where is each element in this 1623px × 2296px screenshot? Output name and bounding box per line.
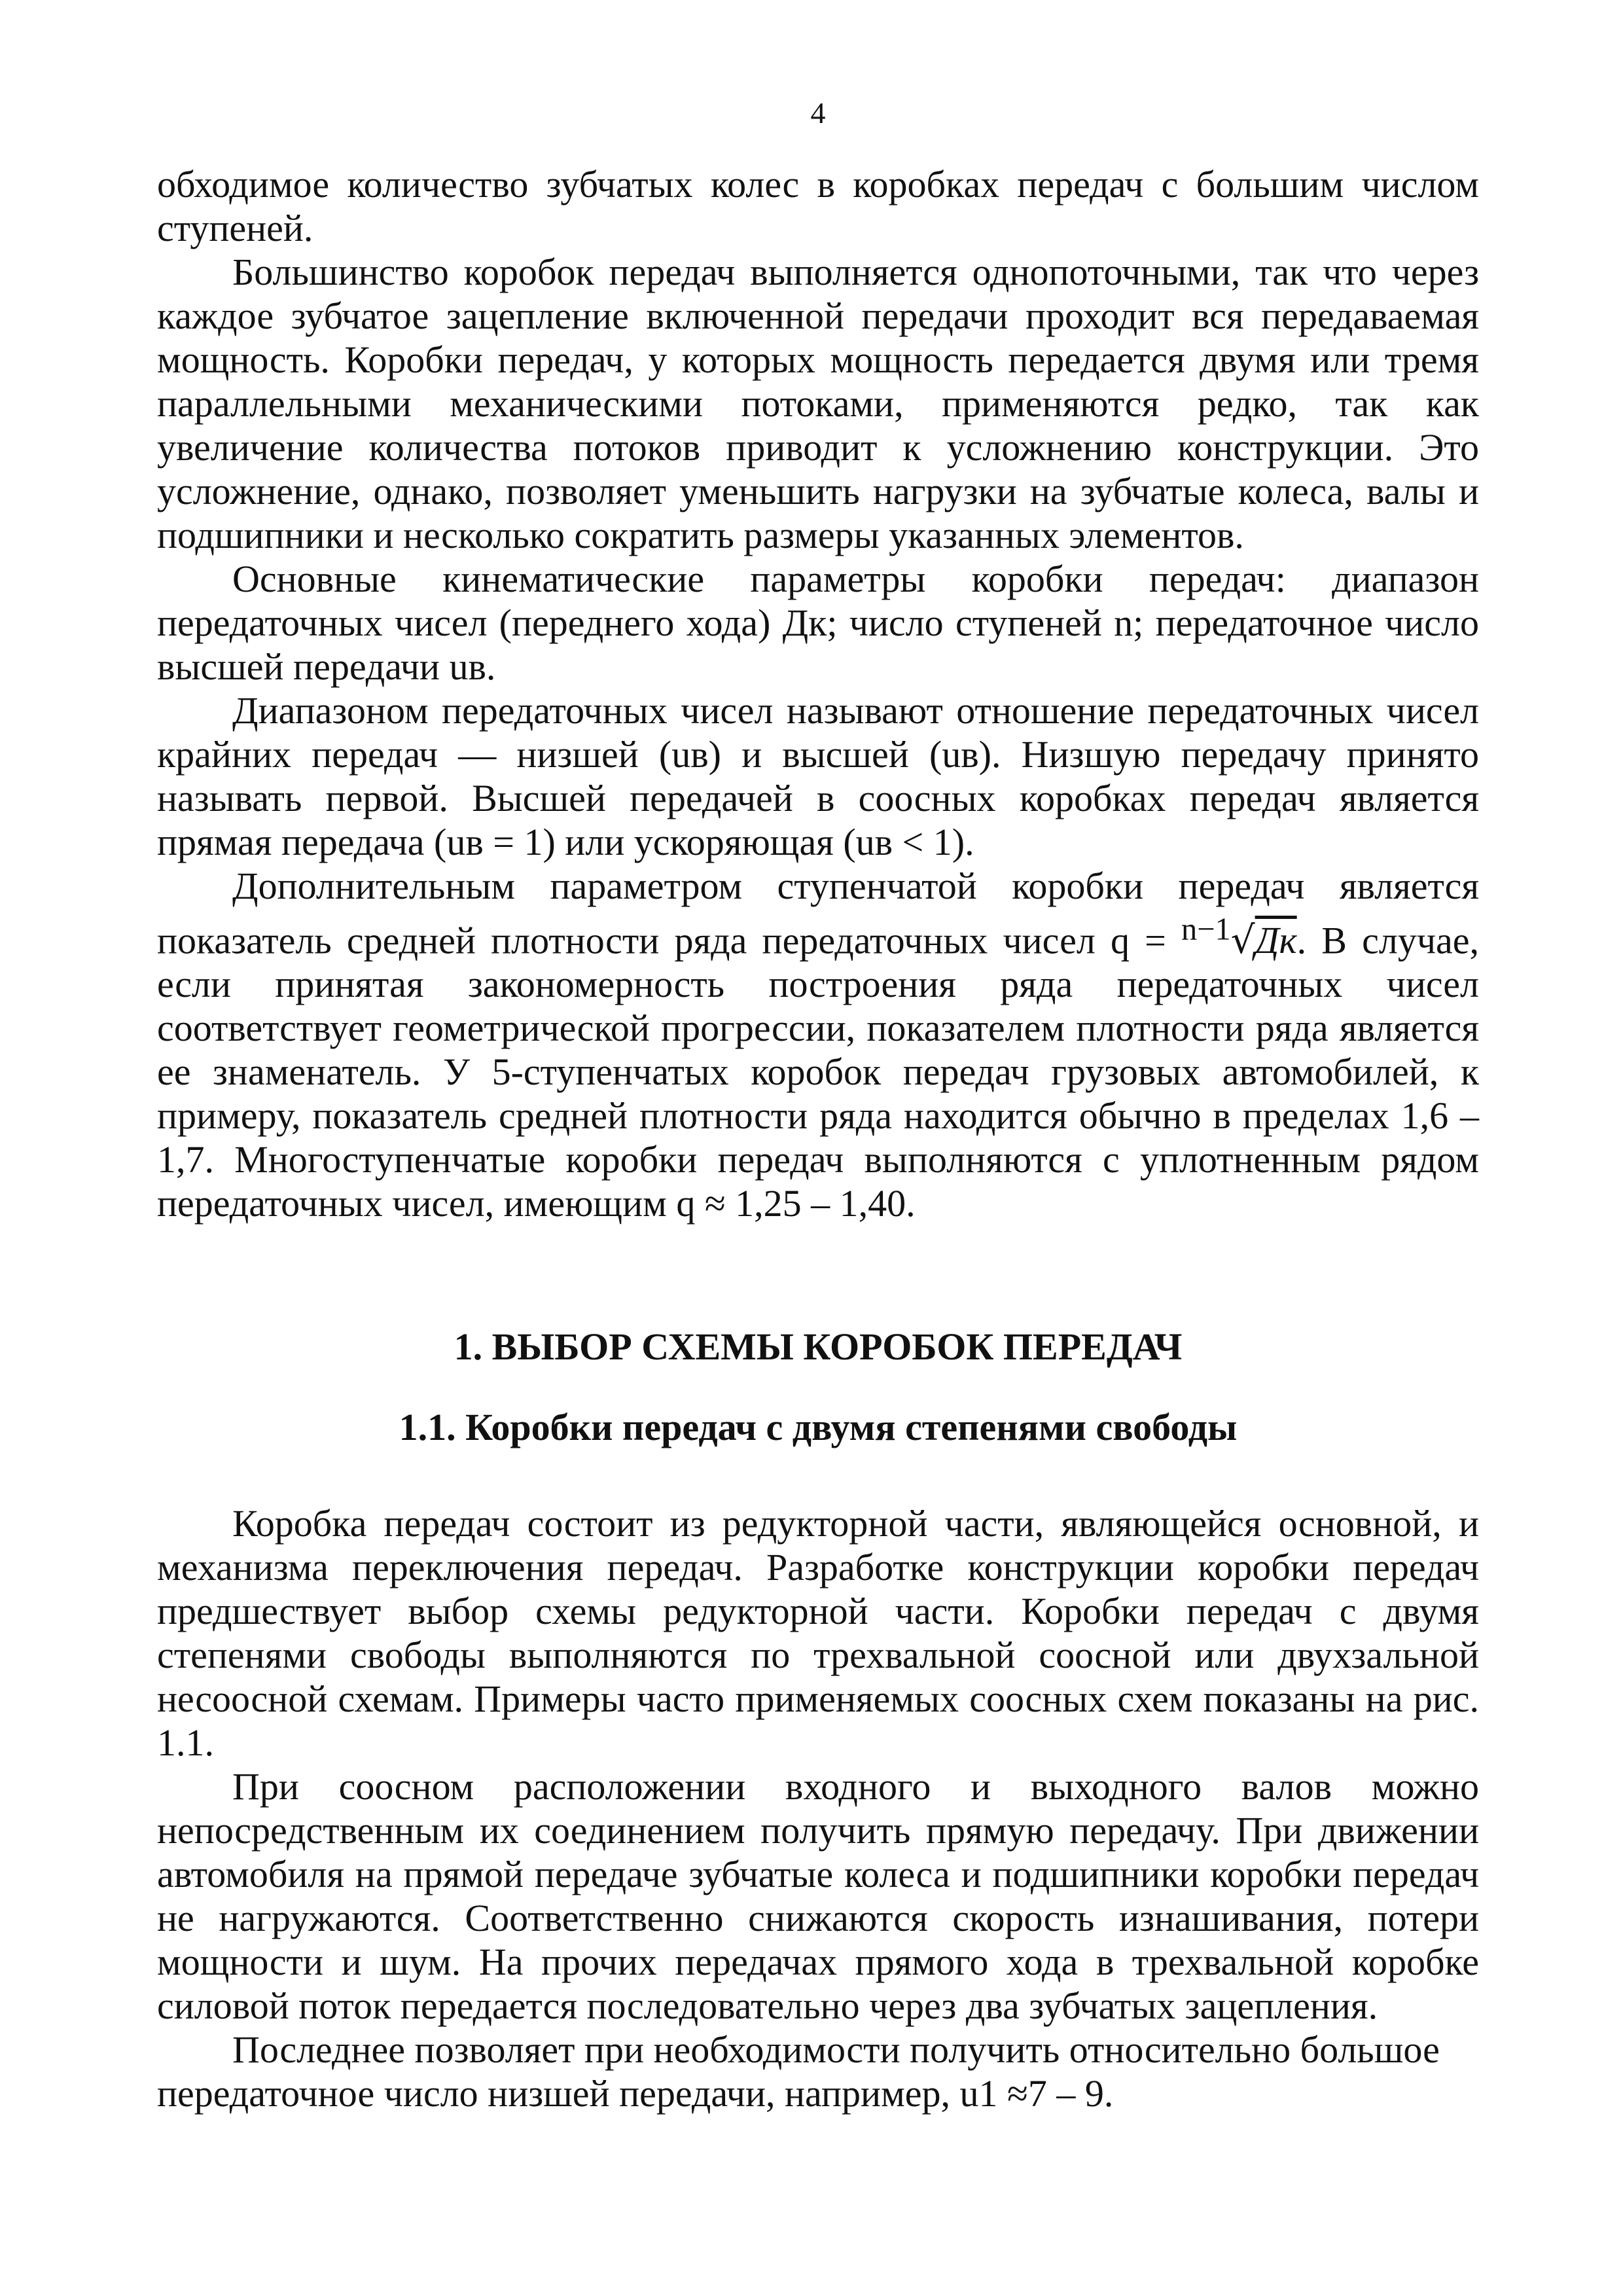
paragraph-5-text-before: Дополнительным параметром ступенчатой коробки передач является показатель средней плотности ряда передаточных чисел q = xyxy=(157,865,1479,962)
section-title: 1. ВЫБОР СХЕМЫ КОРОБОК ПЕРЕДАЧ xyxy=(454,1325,1183,1369)
intro-paragraph-1: обходимое количество зубчатых колес в коробках передач с большим числом ступеней. xyxy=(157,163,1479,249)
section-paragraph-2: При соосном расположении входного и выходного валов можно непосредственным их соединением получить прямую передачу. При движении автомобиля на прямой передаче зубчатые колеса и подшипники коробки передач не нагружаются. Соответственно снижаются скорость изнашивания, потери мощности и шум. На прочих передачах прямого хода в трехвальной коробке силовой поток передается последовательно через два зубчатых зацепления. xyxy=(157,1765,1479,2028)
document-page xyxy=(157,98,1479,2115)
section-paragraph-3: Последнее позволяет при необходимости получить относительно большое передаточное число низшей передачи, например, u1 ≈7 – 9. xyxy=(157,2028,1440,2115)
page-number: 4 xyxy=(810,96,826,130)
section-paragraph-1: Коробка передач состоит из редукторной части, являющейся основной, и механизма переключения передач. Разработке конструкции коробки передач предшествует выбор схемы редукторной части. Коробки передач с двумя степенями свободы выполняются по трехвальной соосной или двухзальной несоосной схемам. Примеры часто применяемых соосных схем показаны на рис. 1.1. xyxy=(157,1502,1479,1765)
radical-sign-icon: √ xyxy=(1230,918,1255,963)
intro-paragraph-3: Основные кинематические параметры коробки передач: диапазон передаточных чисел (переднего хода) Дк; число ступеней n; передаточное число высшей передачи uв. xyxy=(157,558,1479,688)
intro-paragraph-5 xyxy=(157,864,1479,1225)
intro-paragraph-2: Большинство коробок передач выполняется однопоточными, так что через каждое зубчатое зацепление включенной передачи проходит вся передаваемая мощность. Коробки передач, у которых мощность передается двумя или тремя параллельными механическими потоками, применяются редко, так как увеличение количества потоков приводит к усложнению конструкции. Это усложнение, однако, позволяет уменьшить нагрузки на зубчатые колеса, валы и подшипники и несколько сократить размеры указанных элементов. xyxy=(157,251,1479,556)
intro-paragraph-4: Диапазоном передаточных чисел называют отношение передаточных чисел крайних передач — низшей (uв) и высшей (uв). Низшую передачу принято называть первой. Высшей передачей в соосных коробках передач является прямая передача (uв = 1) или ускоряющая (uв < 1). xyxy=(157,689,1479,863)
paragraph-5-text-after: . В случае, если принятая закономерность построения ряда передаточных чисел соответствует геометрической прогрессии, показателем плотности ряда является ее знаменатель. У 5-ступенчатых коробок передач грузовых автомобилей, к примеру, показатель средней плотности ряда находится обычно в пределах 1,6 – 1,7. Многоступенчатые коробки передач выполняются с уплотненным рядом передаточных чисел, имеющим q ≈ 1,25 – 1,40. xyxy=(157,919,1479,1225)
root-radicand: Дк xyxy=(1255,919,1297,962)
root-formula xyxy=(1181,912,1297,963)
root-index: n−1 xyxy=(1181,912,1231,947)
subsection-title: 1.1. Коробки передач с двумя степенями свободы xyxy=(399,1406,1238,1449)
